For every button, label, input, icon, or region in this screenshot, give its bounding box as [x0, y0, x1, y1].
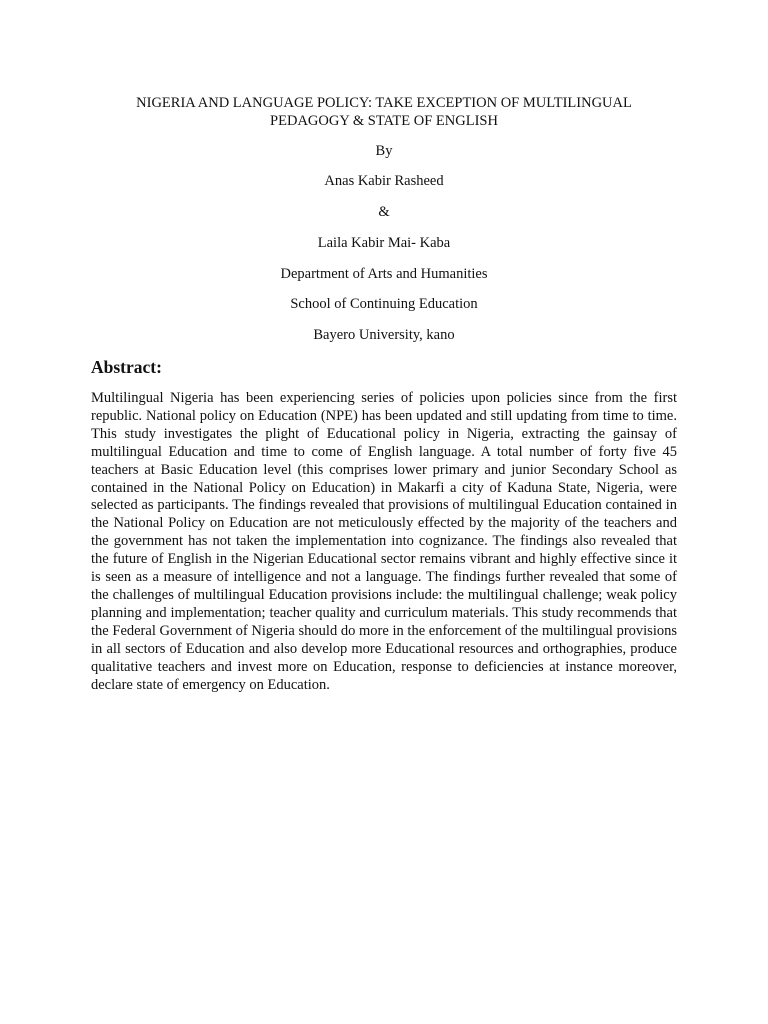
affiliation-school: School of Continuing Education: [290, 296, 478, 312]
byline-label: By: [375, 143, 393, 159]
affiliation-university: Bayero University, kano: [313, 327, 455, 343]
author-name-1: Anas Kabir Rasheed: [324, 173, 444, 189]
affiliation-department: Department of Arts and Humanities: [280, 266, 488, 282]
paper-title: NIGERIA AND LANGUAGE POLICY: TAKE EXCEPTION OF MULTILINGUAL PEDAGOGY & STATE OF ENGLISH: [136, 95, 632, 129]
author-separator: &: [378, 204, 390, 220]
abstract-heading: Abstract:: [91, 357, 162, 377]
author-name-2: Laila Kabir Mai- Kaba: [317, 235, 451, 251]
abstract-body: Multilingual Nigeria has been experiencing series of policies upon policies since from the first republic. National policy on Education (NPE) has been updated and still updating from time to time. This study investigates the plight of Educational policy in Nigeria, extracting the gainsay of multilingual Education and time to come of English language. A total number of forty five 45 teachers at Basic Education level (this comprises lower primary and junior Secondary School as contained in the National Policy on Education) in Makarfi a city of Kaduna State, Nigeria, were selected as participants. The findings revealed that provisions of multilingual Education contained in the National Policy on Education are not meticulously effected by the majority of the teachers and the government has not taken the implementation into cognizance. The findings also revealed that the future of English in the Nigerian Educational sector remains vibrant and highly effective since it is seen as a measure of intelligence and not a language. The findings further revealed that some of the challenges of multilingual Education provisions include: the multilingual challenge; weak policy planning and implementation; teacher quality and curriculum materials. This study recommends that the Federal Government of Nigeria should do more in the enforcement of the multilingual provisions in all sectors of Education and also develop more Educational resources and orthographies, produce qualitative teachers and invest more on Education, response to deficiencies at instance moreover, declare state of emergency on Education.: [91, 390, 677, 693]
